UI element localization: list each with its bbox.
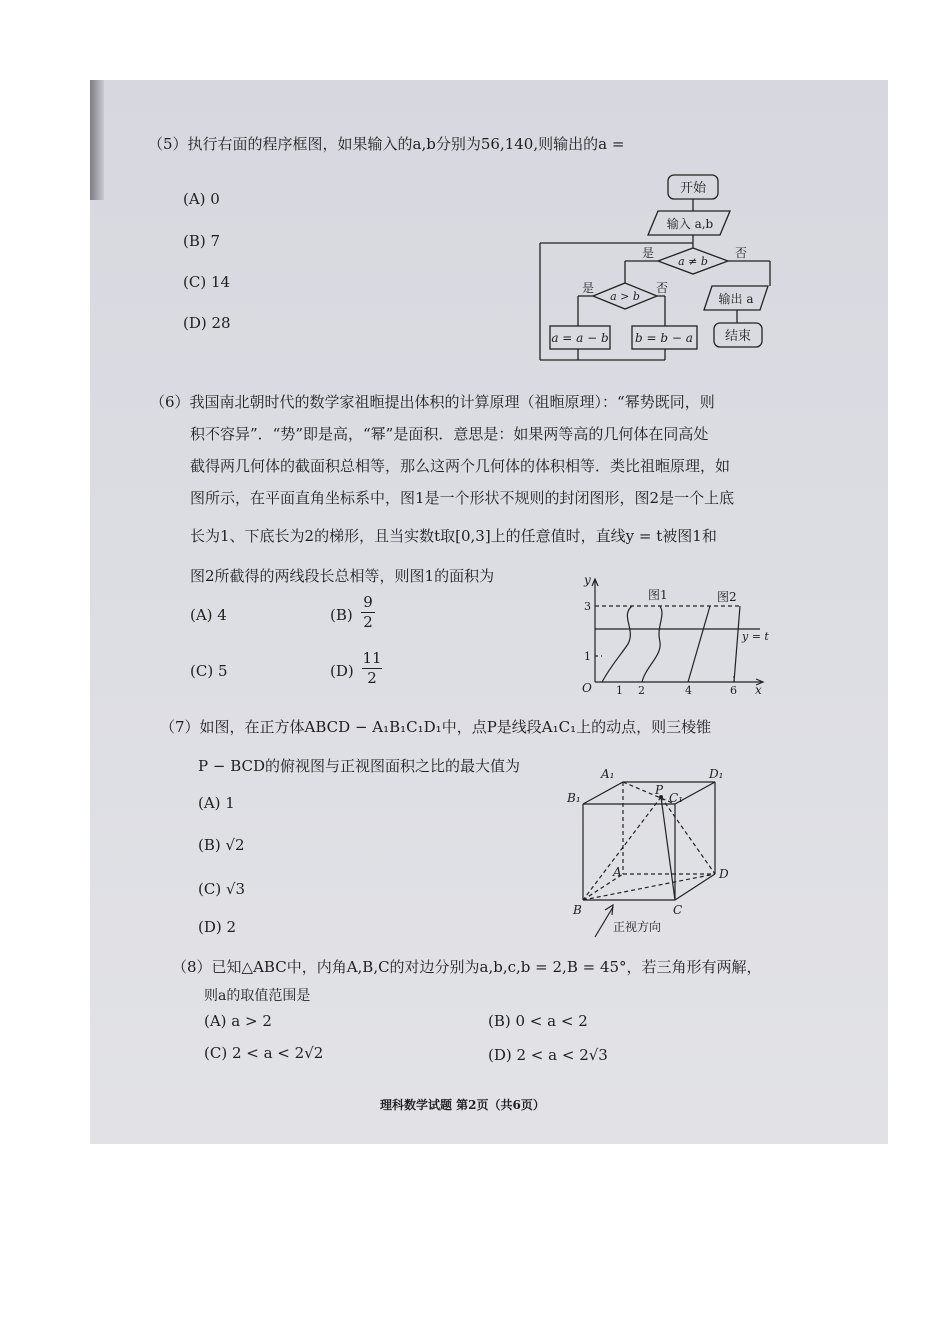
q8-option-d: (D) 2 < a < 2√3 — [488, 1046, 608, 1064]
q7-line-2: P − BCD的俯视图与正视图面积之比的最大值为 — [198, 757, 521, 775]
q5-flowchart — [530, 168, 790, 368]
q6-x-label: x — [755, 683, 762, 697]
trapezoid-right-side — [734, 606, 740, 682]
q7-option-b: (B) √2 — [198, 836, 245, 854]
q6-line-1: （6）我国南北朝时代的数学家祖暅提出体积的计算原理（祖暅原理）：“幂势既同，则 — [150, 393, 715, 411]
q6-xtick-1: 1 — [616, 684, 623, 697]
flow-yes1-label: 是 — [642, 246, 655, 260]
label-A: A — [613, 865, 622, 879]
q6-d-numerator: 11 — [362, 649, 382, 667]
trapezoid-left-side — [688, 606, 710, 682]
flow-output-label: 输出 a — [718, 292, 754, 306]
q6-line-2: 积不容异”．“势”即是高，“幂”是面积．意思是：如果两等高的几何体在同高处 — [190, 425, 709, 443]
q6-xtick-6: 6 — [730, 684, 737, 697]
q6-ytick-1: 1 — [584, 650, 591, 663]
q6-line-5: 长为1、下底长为2的梯形，且当实数t取[0,3]上的任意值时，直线y = t被图1和 — [190, 527, 717, 545]
q6-option-a: (A) 4 — [190, 606, 227, 624]
flow-op2-label: b = b − a — [635, 331, 693, 345]
q6-y-label: y — [584, 574, 591, 587]
label-C: C — [673, 903, 683, 917]
label-P: P — [655, 783, 664, 797]
flow-yes2-label: 是 — [582, 281, 595, 295]
front-view-label: 正视方向 — [613, 920, 662, 934]
q6-d-denominator: 2 — [367, 669, 377, 687]
flow-no1-label: 否 — [735, 246, 748, 260]
q7-cube-figure — [565, 762, 765, 940]
q6-b-numerator: 9 — [363, 593, 373, 611]
q5-option-a: (A) 0 — [183, 190, 220, 208]
label-D1: D₁ — [709, 767, 724, 781]
flow-input-label: 输入 a,b — [666, 217, 714, 231]
q5-option-d: (D) 28 — [183, 314, 231, 332]
q8-option-c: (C) 2 < a < 2√2 — [204, 1044, 324, 1062]
flow-cond2-label: a > b — [610, 290, 640, 303]
page-footer: 理科数学试题 第2页（共6页） — [380, 1098, 545, 1112]
q7-option-c: (C) √3 — [198, 880, 246, 898]
flow-start-label: 开始 — [679, 181, 707, 196]
label-B1: B₁ — [567, 791, 581, 805]
q6-ytick-3: 3 — [584, 600, 591, 613]
q7-option-a: (A) 1 — [198, 794, 235, 812]
q6-option-c: (C) 5 — [190, 662, 228, 680]
q6-option-d-fraction — [362, 651, 382, 686]
q6-xtick-4: 4 — [685, 684, 692, 697]
page-corner-shadow — [90, 80, 104, 200]
q6-option-b: (B) — [330, 606, 353, 624]
figure1-left-curve — [602, 606, 632, 682]
q6-origin-label: O — [582, 681, 592, 695]
q6-figure — [570, 574, 770, 698]
q6-b-denominator: 2 — [363, 613, 373, 631]
label-C1: C₁ — [669, 791, 683, 805]
label-B: B — [573, 903, 582, 917]
q5-option-b: (B) 7 — [183, 232, 221, 250]
q6-line-label: y = t — [742, 630, 769, 643]
q7-line-1: （7）如图，在正方体ABCD − A₁B₁C₁D₁中，点P是线段A₁C₁上的动点，则三棱锥 — [160, 718, 712, 736]
q8-option-a: (A) a > 2 — [204, 1012, 272, 1030]
q6-figure1-label: 图1 — [648, 588, 668, 602]
q6-xtick-2: 2 — [638, 684, 645, 697]
q6-line-6: 图2所截得的两线段长总相等，则图1的面积为 — [190, 567, 495, 585]
figure1-right-curve — [642, 606, 662, 682]
flow-no2-label: 否 — [656, 281, 669, 295]
flow-op1-label: a = a − b — [551, 331, 609, 345]
q6-option-d: (D) — [330, 662, 354, 680]
q5-option-c: (C) 14 — [183, 273, 231, 291]
q8-option-b: (B) 0 < a < 2 — [488, 1012, 588, 1030]
q6-option-b-fraction — [361, 595, 375, 630]
label-A1: A₁ — [601, 767, 615, 781]
flow-end-label: 结束 — [724, 329, 752, 344]
q6-line-4: 图所示，在平面直角坐标系中，图1是一个形状不规则的封闭图形，图2是一个上底 — [190, 489, 735, 507]
q7-option-d: (D) 2 — [198, 918, 237, 936]
q6-line-3: 截得两几何体的截面积总相等，那么这两个几何体的体积相等．类比祖暅原理，如 — [190, 457, 731, 475]
q6-figure2-label: 图2 — [717, 590, 737, 604]
flow-cond1-label: a ≠ b — [678, 255, 708, 268]
label-D: D — [719, 867, 729, 881]
q8-line-1: （8）已知△ABC中，内角A,B,C的对边分别为a,b,c,b = 2,B = 45°，若三角形有两解， — [172, 958, 762, 976]
q5-stem: （5）执行右面的程序框图，如果输入的a,b分别为56,140,则输出的a = — [148, 135, 625, 153]
q8-line-2: 则a的取值范围是 — [204, 988, 311, 1004]
